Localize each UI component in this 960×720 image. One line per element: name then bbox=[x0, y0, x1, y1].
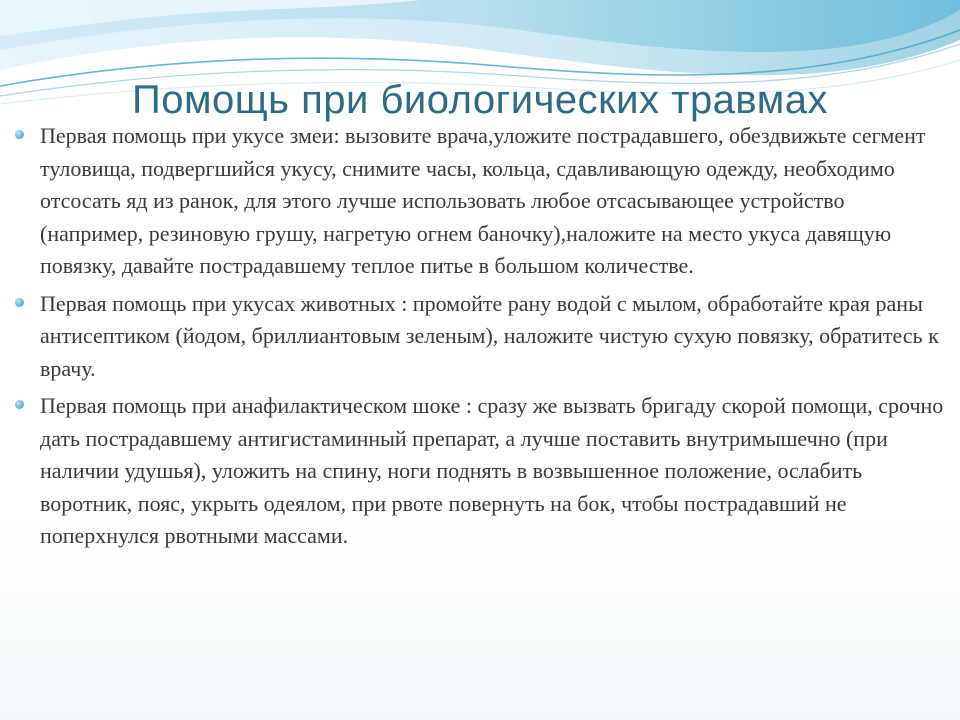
list-item bbox=[14, 390, 946, 553]
list-item bbox=[14, 120, 946, 283]
list-item bbox=[14, 288, 946, 386]
bullet-dot-icon bbox=[15, 130, 24, 139]
slide-title: Помощь при биологических травмах bbox=[132, 78, 828, 122]
bullet-text-animal-bite: Первая помощь при укусах животных : промойте рану водой с мылом, обработайте края раны антисептиком (йодом, бриллиантовым зеленым), наложите чистую сухую повязку, обратитесь к врачу. bbox=[40, 290, 939, 381]
bullet-dot-icon bbox=[15, 298, 24, 307]
bullet-text-snake-bite: Первая помощь при укусе змеи: вызовите врача,уложите пострадавшего, обездвижьте сегмент туловища, подвергшийся укусу, снимите часы, кольца, сдавливающую одежду, необходимо отсосать яд из ранок, для этого лучше использовать любое отсасывающее устройство (например, резиновую грушу, нагретую огнем баночку),наложите на место укуса давящую повязку, давайте пострадавшему теплое питье в большом количестве. bbox=[40, 123, 926, 278]
bullet-list bbox=[14, 120, 946, 558]
bullet-dot-icon bbox=[15, 400, 24, 409]
bullet-text-anaphylactic-shock: Первая помощь при анафилактическом шоке : сразу же вызвать бригаду скорой помощи, срочно дать пострадавшему антигистаминный препарат, а лучше поставить внутримышечно (при наличии удушья), уложить на спину, ноги поднять в возвышенное положение, ослабить воротник, пояс, укрыть одеялом, при рвоте повернуть на бок, чтобы пострадавший не поперхнулся рвотными массами. bbox=[40, 393, 944, 548]
